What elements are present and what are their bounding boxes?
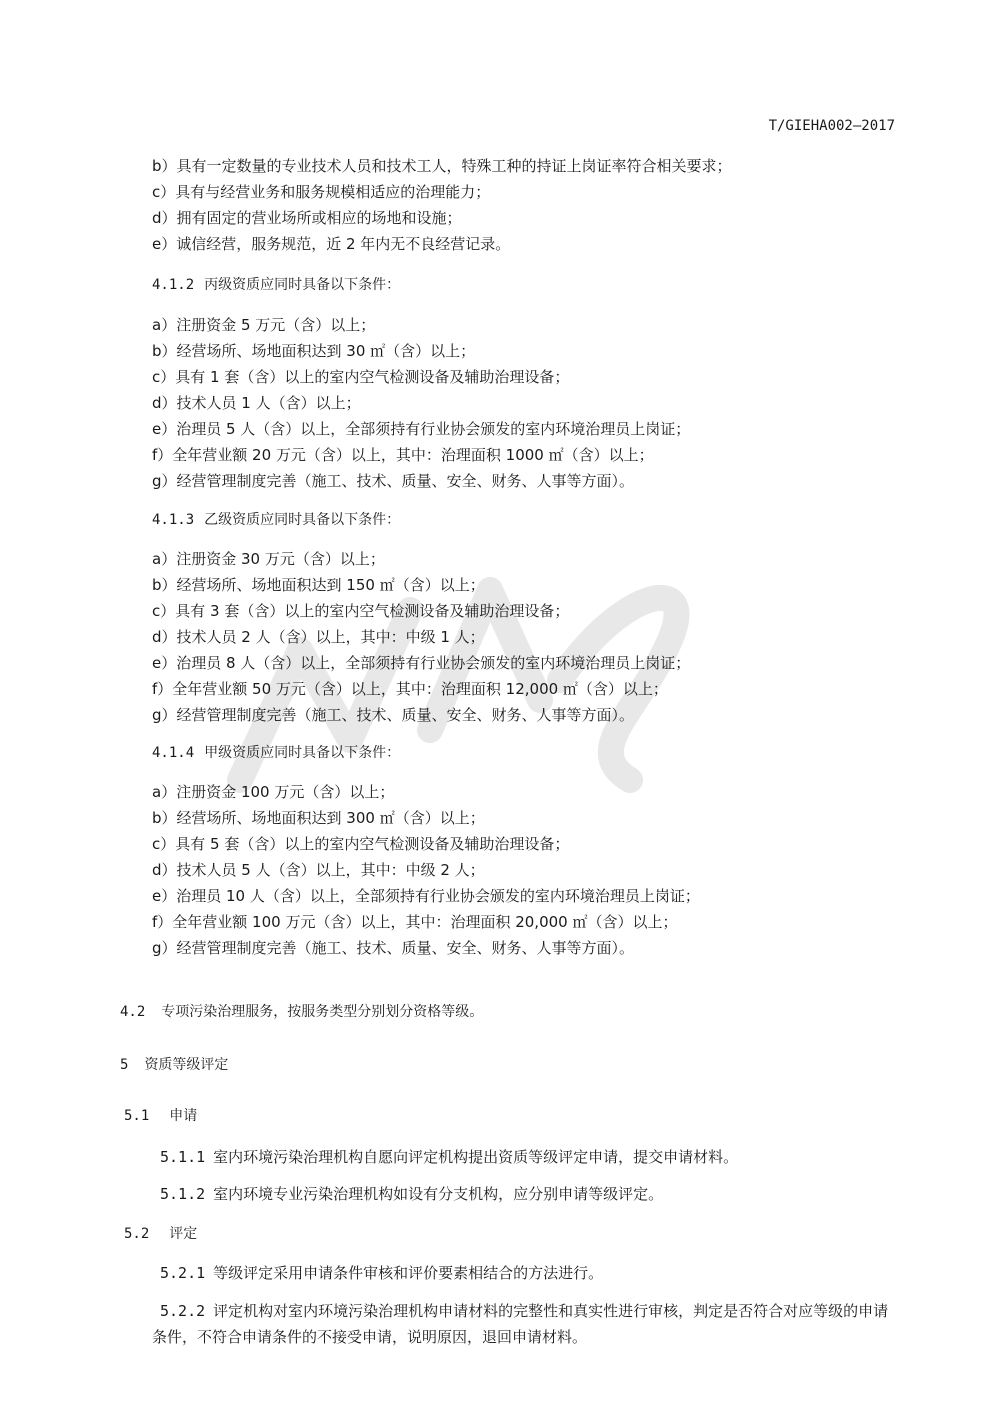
list-item: g）经营管理制度完善（施工、技术、质量、安全、财务、人事等方面）。 [152, 472, 635, 490]
clause-text: 等级评定采用申请条件审核和评价要素相结合的方法进行。 [213, 1264, 604, 1282]
clause-number: 5.2.1 [160, 1264, 206, 1282]
clause-5-2-1 [160, 1260, 603, 1286]
clause-number: 5.1.2 [160, 1185, 206, 1203]
section-title: 申请 [169, 1108, 198, 1124]
clause-number: 4.1.4 [152, 745, 195, 761]
section-number: 5 [120, 1057, 129, 1073]
clause-title: 乙级资质应同时具备以下条件： [204, 512, 401, 528]
list-item: g）经营管理制度完善（施工、技术、质量、安全、财务、人事等方面）。 [152, 706, 635, 724]
section-number: 5.2 [124, 1226, 150, 1242]
list-item: b）具有一定数量的专业技术人员和技术工人，特殊工种的持证上岗证率符合相关要求； [152, 157, 732, 175]
section-title: 评定 [169, 1226, 198, 1242]
list-item: f）全年营业额 50 万元（含）以上，其中：治理面积 12,000 ㎡（含）以上； [152, 680, 668, 698]
list-item: d）技术人员 2 人（含）以上，其中：中级 1 人； [152, 628, 485, 646]
list-item: e）治理员 5 人（含）以上，全部须持有行业协会颁发的室内环境治理员上岗证； [152, 420, 691, 438]
section-heading-5-2 [124, 1221, 197, 1247]
clause-text: 评定机构对室内环境污染治理机构申请材料的完整性和真实性进行审核，判定是否符合对应等级的申请条件，不符合申请条件的不接受申请，说明原因，退回申请材料。 [152, 1302, 889, 1346]
list-item: d）技术人员 5 人（含）以上，其中：中级 2 人； [152, 861, 485, 879]
clause-heading-4-1-4 [152, 740, 400, 766]
clause-heading-4-2 [120, 999, 483, 1025]
clause-text: 专项污染治理服务，按服务类型分别划分资格等级。 [161, 1004, 484, 1020]
section-title: 资质等级评定 [144, 1057, 229, 1073]
list-item: a）注册资金 100 万元（含）以上； [152, 783, 395, 801]
clause-text: 室内环境污染治理机构自愿向评定机构提出资质等级评定申请，提交申请材料。 [213, 1148, 739, 1166]
list-item: g）经营管理制度完善（施工、技术、质量、安全、财务、人事等方面）。 [152, 939, 635, 957]
list-item: b）经营场所、场地面积达到 300 ㎡（含）以上； [152, 809, 485, 827]
clause-number: 4.1.3 [152, 512, 195, 528]
list-item: e）治理员 8 人（含）以上，全部须持有行业协会颁发的室内环境治理员上岗证； [152, 654, 691, 672]
list-item: a）注册资金 30 万元（含）以上； [152, 550, 385, 568]
list-item: c）具有 1 套（含）以上的室内空气检测设备及辅助治理设备； [152, 368, 570, 386]
list-item: d）技术人员 1 人（含）以上； [152, 394, 361, 412]
list-item: c）具有与经营业务和服务规模相适应的治理能力； [152, 183, 491, 201]
clause-number: 5.2.2 [160, 1302, 206, 1320]
document-code: T/GIEHA002—2017 [768, 118, 895, 134]
clause-title: 丙级资质应同时具备以下条件： [204, 277, 401, 293]
clause-number: 4.1.2 [152, 277, 195, 293]
list-item: c）具有 3 套（含）以上的室内空气检测设备及辅助治理设备； [152, 602, 570, 620]
list-item: b）经营场所、场地面积达到 150 ㎡（含）以上； [152, 576, 485, 594]
clause-5-1-1 [160, 1144, 738, 1170]
list-item: a）注册资金 5 万元（含）以上； [152, 316, 376, 334]
list-item: e）诚信经营，服务规范，近 2 年内无不良经营记录。 [152, 235, 511, 253]
section-heading-5 [120, 1052, 228, 1078]
list-item: c）具有 5 套（含）以上的室内空气检测设备及辅助治理设备； [152, 835, 570, 853]
list-item: e）治理员 10 人（含）以上，全部须持有行业协会颁发的室内环境治理员上岗证； [152, 887, 700, 905]
clause-heading-4-1-2 [152, 272, 400, 298]
clause-title: 甲级资质应同时具备以下条件： [204, 745, 401, 761]
section-number: 5.1 [124, 1108, 150, 1124]
section-heading-5-1 [124, 1103, 197, 1129]
clause-text: 室内环境专业污染治理机构如设有分支机构，应分别申请等级评定。 [213, 1185, 664, 1203]
clause-number: 4.2 [120, 1004, 146, 1020]
clause-heading-4-1-3 [152, 507, 400, 533]
clause-number: 5.1.1 [160, 1148, 206, 1166]
list-item: f）全年营业额 20 万元（含）以上，其中：治理面积 1000 ㎡（含）以上； [152, 446, 654, 464]
list-item: d）拥有固定的营业场所或相应的场地和设施； [152, 209, 462, 227]
clause-5-1-2 [160, 1181, 663, 1207]
list-item: b）经营场所、场地面积达到 30 ㎡（含）以上； [152, 342, 476, 360]
list-item: f）全年营业额 100 万元（含）以上，其中：治理面积 20,000 ㎡（含）以上； [152, 913, 678, 931]
clause-5-2-2 [152, 1298, 892, 1350]
